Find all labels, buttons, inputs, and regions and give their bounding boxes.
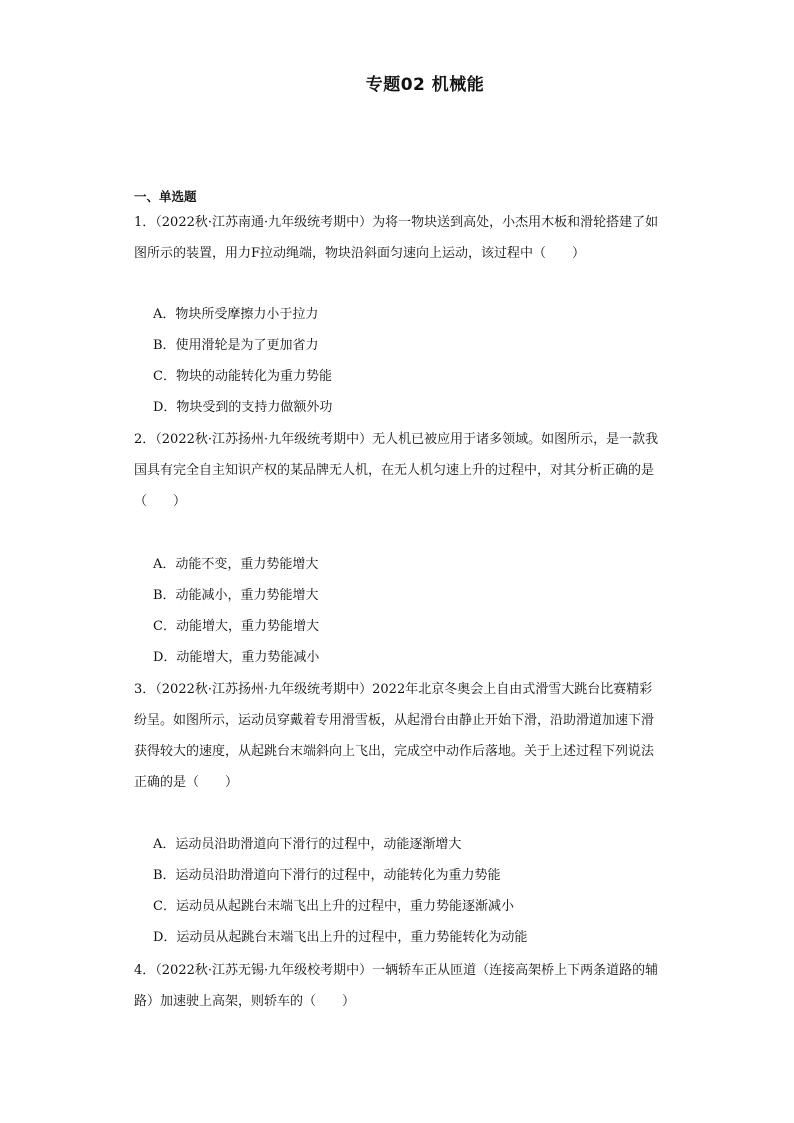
option-d: D．动能增大，重力势能减小: [153, 650, 320, 665]
option-c: C．运动员从起跳台末端飞出上升的过程中，重力势能逐渐减小: [153, 899, 514, 914]
question-2: [134, 424, 664, 517]
question-3: [134, 674, 664, 798]
question-number: 1．: [134, 215, 156, 230]
question-source: （2022秋·江苏扬州·九年级统考期中）: [155, 432, 373, 447]
question-stem: 一辆轿车正从匝道（连接高架桥上下两条道路的辅路）加速驶上高架，则轿车的（ ）: [134, 963, 659, 1009]
section-heading: 一、单选题: [134, 189, 197, 204]
question-stem: 无人机已被应用于诸多领域。如图所示，是一款我国具有完全自主知识产权的某品牌无人机，在无人机匀速上升的过程中，对其分析正确的是（ ）: [134, 432, 659, 509]
option-a: A．运动员沿助滑道向下滑行的过程中，动能逐渐增大: [153, 837, 462, 852]
option-b: B．动能减小，重力势能增大: [153, 588, 319, 603]
option-d: D．物块受到的支持力做额外功: [153, 400, 333, 415]
question-source: （2022秋·江苏无锡·九年级校考期中）: [155, 963, 373, 978]
option-b: B．使用滑轮是为了更加省力: [153, 338, 319, 353]
question-1: [134, 207, 664, 269]
option-d: D．运动员从起跳台末端飞出上升的过程中，重力势能转化为动能: [153, 930, 528, 945]
question-number: 2．: [134, 432, 156, 447]
option-c: C．物块的动能转化为重力势能: [153, 369, 332, 384]
question-source: （2022秋·江苏扬州·九年级统考期中）: [155, 682, 373, 697]
question-source: （2022秋·江苏南通·九年级统考期中）: [155, 215, 373, 230]
option-a: A．动能不变，重力势能增大: [153, 557, 319, 572]
option-c: C．动能增大，重力势能增大: [153, 619, 319, 634]
question-stem: 2022年北京冬奥会上自由式滑雪大跳台比赛精彩纷呈。如图所示，运动员穿戴着专用滑雪板，从起滑台由静止开始下滑，沿助滑道加速下滑获得较大的速度，从起跳台末端斜向上飞出，完成空中动作后落地。关于上述过程下列说法正确的是（ ）: [134, 682, 655, 790]
question-number: 4．: [134, 963, 156, 978]
question-number: 3．: [134, 682, 156, 697]
question-stem: 为将一物块送到高处，小杰用木板和滑轮搭建了如图所示的装置，用力F拉动绳端，物块沿斜面匀速向上运动，该过程中（ ）: [134, 215, 659, 261]
option-b: B．运动员沿助滑道向下滑行的过程中，动能转化为重力势能: [153, 868, 501, 883]
question-4: [134, 955, 664, 1017]
option-a: A．物块所受摩擦力小于拉力: [153, 307, 319, 322]
page-title: 专题02 机械能: [365, 75, 485, 95]
